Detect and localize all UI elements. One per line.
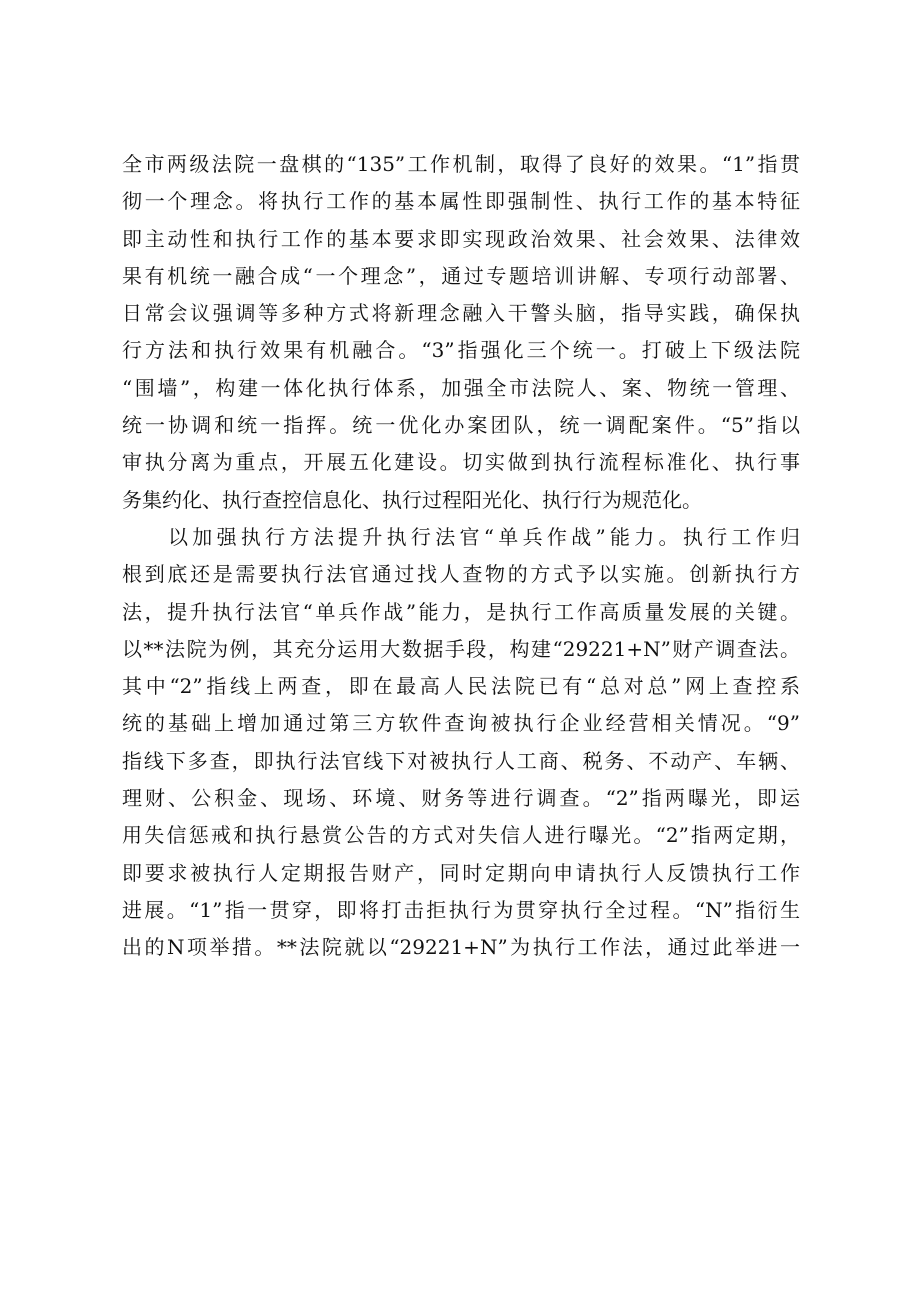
text-line: 日常会议强调等多种方式将新理念融入干警头脑，指导实践，确保执 <box>122 301 800 326</box>
text-line: 用失信惩戒和执行悬赏公告的方式对失信人进行曝光。“2”指两定期， <box>122 823 800 848</box>
text-line: 彻一个理念。将执行工作的基本属性即强制性、执行工作的基本特征 <box>122 189 800 214</box>
text-line: 其中“2”指线上两查，即在最高人民法院已有“总对总”网上查控系 <box>122 674 800 699</box>
text-line: 进展。“1”指一贯穿，即将打击拒执行为贯穿执行全过程。“N”指衍生 <box>122 897 800 922</box>
text-line: 即要求被执行人定期报告财产，同时定期向申请执行人反馈执行工作 <box>122 860 800 885</box>
text-line: 果有机统一融合成“一个理念”，通过专题培训讲解、专项行动部署、 <box>122 263 800 288</box>
text-line: 以加强执行方法提升执行法官“单兵作战”能力。执行工作归 <box>168 524 800 549</box>
text-line: 理财、公积金、现场、环境、财务等进行调查。“2”指两曝光，即运 <box>122 786 800 811</box>
text-line: 全市两级法院一盘棋的“135”工作机制，取得了良好的效果。“1”指贯 <box>122 152 800 176</box>
text-line: 出的N项举措。**法院就以“29221+N”为执行工作法，通过此举进一 <box>122 935 800 960</box>
text-line: “围墙”，构建一体化执行体系，加强全市法院人、案、物统一管理、 <box>122 375 800 400</box>
paragraph-2 <box>122 519 800 967</box>
text-line: 指线下多查，即执行法官线下对被执行人工商、税务、不动产、车辆、 <box>122 748 800 773</box>
text-line: 统的基础上增加通过第三方软件查询被执行企业经营相关情况。“9” <box>122 711 800 736</box>
text-line: 行方法和执行效果有机融合。“3”指强化三个统一。打破上下级法院 <box>122 338 800 363</box>
text-line: 根到底还是需要执行法官通过找人查物的方式予以实施。创新执行方 <box>122 562 800 587</box>
text-line: 法，提升执行法官“单兵作战”能力，是执行工作高质量发展的关键。 <box>122 599 800 624</box>
paragraph-1 <box>122 146 800 519</box>
text-line: 以**法院为例，其充分运用大数据手段，构建“29221+N”财产调查法。 <box>122 636 800 661</box>
text-line: 即主动性和执行工作的基本要求即实现政治效果、社会效果、法律效 <box>122 226 800 251</box>
document-body <box>122 146 800 967</box>
text-line: 审执分离为重点，开展五化建设。切实做到执行流程标准化、执行事 <box>122 450 800 475</box>
text-line: 务集约化、执行查控信息化、执行过程阳光化、执行行为规范化。 <box>122 487 702 512</box>
text-line: 统一协调和统一指挥。统一优化办案团队，统一调配案件。“5”指以 <box>122 413 800 438</box>
